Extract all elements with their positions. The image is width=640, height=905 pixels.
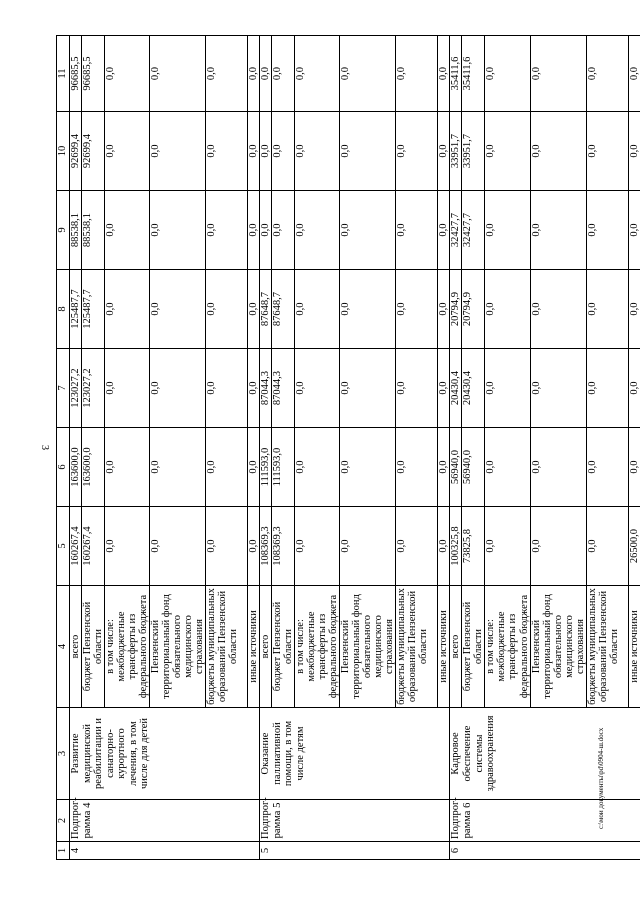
- amount-cell: 33951,7: [450, 112, 462, 191]
- funding-source-label: в том числе: межбюджетные трансферты из федерального бюджета: [105, 586, 150, 708]
- amount-cell: 0,0: [272, 36, 295, 112]
- funding-source-label: бюджеты муниципальных образований Пензенской области: [586, 586, 628, 708]
- amount-cell: 108369,3: [260, 507, 272, 586]
- column-number-5: 5: [57, 507, 70, 586]
- amount-cell: 125487,7: [82, 270, 105, 349]
- funding-source-label: Пензенский территориальный фонд обязательного медицинского страхования: [340, 586, 396, 708]
- amount-cell: 0,0: [628, 428, 640, 507]
- amount-cell: 92699,4: [70, 112, 82, 191]
- amount-cell: 160267,4: [82, 507, 105, 586]
- amount-cell: 32427,7: [462, 191, 485, 270]
- page-number: 3: [39, 445, 50, 450]
- amount-cell: 35411,6: [450, 36, 462, 112]
- amount-cell: 0,0: [530, 36, 586, 112]
- column-number-11: 11: [57, 36, 70, 112]
- amount-cell: 123027,2: [82, 349, 105, 428]
- amount-cell: 0,0: [586, 191, 628, 270]
- amount-cell: 0,0: [206, 191, 248, 270]
- amount-cell: 0,0: [530, 428, 586, 507]
- amount-cell: 33951,7: [462, 112, 485, 191]
- amount-cell: 0,0: [260, 112, 272, 191]
- amount-cell: 73825,8: [462, 507, 485, 586]
- amount-cell: 0,0: [295, 507, 340, 586]
- row-number: 4: [70, 842, 260, 860]
- amount-cell: 0,0: [628, 112, 640, 191]
- amount-cell: 0,0: [340, 428, 396, 507]
- footer-path: c:\мои документы\pd\0904-ш.docx: [597, 727, 605, 829]
- amount-cell: 0,0: [396, 349, 438, 428]
- amount-cell: 0,0: [438, 36, 450, 112]
- table-row: [70, 36, 82, 860]
- amount-cell: 0,0: [150, 36, 206, 112]
- subprogram-name: Подпрог-рамма 6: [450, 800, 640, 842]
- amount-cell: 0,0: [530, 112, 586, 191]
- amount-cell: 0,0: [206, 112, 248, 191]
- amount-cell: 0,0: [206, 428, 248, 507]
- amount-cell: 0,0: [586, 428, 628, 507]
- amount-cell: 87044,3: [272, 349, 295, 428]
- amount-cell: 87648,7: [272, 270, 295, 349]
- subprogram-name: Подпрог-рамма 4: [70, 800, 260, 842]
- funding-source-label: Пензенский территориальный фонд обязательного медицинского страхования: [530, 586, 586, 708]
- amount-cell: 0,0: [105, 349, 150, 428]
- funding-source-label: бюджет Пензенской области: [462, 586, 485, 708]
- column-number-1: 1: [57, 842, 70, 860]
- amount-cell: 0,0: [586, 349, 628, 428]
- amount-cell: 111593,0: [260, 428, 272, 507]
- amount-cell: 0,0: [260, 36, 272, 112]
- funding-source-label: иные источники: [628, 586, 640, 708]
- amount-cell: 0,0: [150, 428, 206, 507]
- funding-source-label: всего: [260, 586, 272, 708]
- funding-source-label: бюджет Пензенской области: [82, 586, 105, 708]
- amount-cell: 0,0: [485, 349, 530, 428]
- amount-cell: 0,0: [586, 112, 628, 191]
- column-number-3: 3: [57, 708, 70, 800]
- amount-cell: 96685,5: [82, 36, 105, 112]
- amount-cell: 0,0: [105, 270, 150, 349]
- amount-cell: 0,0: [248, 112, 260, 191]
- amount-cell: 0,0: [295, 428, 340, 507]
- funding-source-label: Пензенский территориальный фонд обязательного медицинского страхования: [150, 586, 206, 708]
- column-number-6: 6: [57, 428, 70, 507]
- amount-cell: 0,0: [206, 349, 248, 428]
- amount-cell: 0,0: [438, 349, 450, 428]
- subprogram-name: Подпрог-рамма 5: [260, 800, 450, 842]
- subprogram-title: Кадровое обеспечение системы здравоохранения: [450, 708, 640, 800]
- amount-cell: 0,0: [206, 270, 248, 349]
- amount-cell: 20430,4: [462, 349, 485, 428]
- table-row: [450, 36, 462, 860]
- amount-cell: 87648,7: [260, 270, 272, 349]
- amount-cell: 163600,0: [70, 428, 82, 507]
- amount-cell: 0,0: [150, 270, 206, 349]
- amount-cell: 0,0: [206, 507, 248, 586]
- amount-cell: 0,0: [248, 191, 260, 270]
- amount-cell: 0,0: [150, 349, 206, 428]
- table-row: [260, 36, 272, 860]
- amount-cell: 0,0: [438, 270, 450, 349]
- column-number-7: 7: [57, 349, 70, 428]
- amount-cell: 0,0: [340, 191, 396, 270]
- funding-source-label: всего: [70, 586, 82, 708]
- amount-cell: 0,0: [295, 36, 340, 112]
- amount-cell: 0,0: [530, 191, 586, 270]
- amount-cell: 0,0: [260, 191, 272, 270]
- amount-cell: 87044,3: [260, 349, 272, 428]
- column-number-9: 9: [57, 191, 70, 270]
- amount-cell: 160267,4: [70, 507, 82, 586]
- amount-cell: 163600,0: [82, 428, 105, 507]
- amount-cell: 0,0: [206, 36, 248, 112]
- amount-cell: 123027,2: [70, 349, 82, 428]
- column-number-2: 2: [57, 800, 70, 842]
- amount-cell: 0,0: [485, 36, 530, 112]
- amount-cell: 0,0: [485, 507, 530, 586]
- amount-cell: 0,0: [295, 270, 340, 349]
- row-number: 6: [450, 842, 640, 860]
- amount-cell: 0,0: [340, 112, 396, 191]
- amount-cell: 0,0: [485, 270, 530, 349]
- amount-cell: 88538,1: [82, 191, 105, 270]
- amount-cell: 108369,3: [272, 507, 295, 586]
- amount-cell: 0,0: [248, 428, 260, 507]
- column-number-10: 10: [57, 112, 70, 191]
- funding-source-label: бюджеты муниципальных образований Пензенской области: [396, 586, 438, 708]
- amount-cell: 56940,0: [462, 428, 485, 507]
- amount-cell: 35411,6: [462, 36, 485, 112]
- amount-cell: 0,0: [248, 507, 260, 586]
- amount-cell: 20430,4: [450, 349, 462, 428]
- amount-cell: 0,0: [485, 112, 530, 191]
- amount-cell: 0,0: [586, 36, 628, 112]
- amount-cell: 0,0: [150, 112, 206, 191]
- amount-cell: 0,0: [485, 428, 530, 507]
- header-row: [57, 36, 70, 860]
- amount-cell: 0,0: [105, 36, 150, 112]
- amount-cell: 0,0: [530, 270, 586, 349]
- amount-cell: 0,0: [628, 270, 640, 349]
- amount-cell: 0,0: [105, 428, 150, 507]
- amount-cell: 111593,0: [272, 428, 295, 507]
- amount-cell: 92699,4: [82, 112, 105, 191]
- amount-cell: 0,0: [396, 36, 438, 112]
- amount-cell: 0,0: [628, 36, 640, 112]
- column-number-8: 8: [57, 270, 70, 349]
- amount-cell: 0,0: [340, 270, 396, 349]
- amount-cell: 0,0: [150, 507, 206, 586]
- amount-cell: 32427,7: [450, 191, 462, 270]
- amount-cell: 0,0: [340, 349, 396, 428]
- funding-source-label: иные источники: [438, 586, 450, 708]
- amount-cell: 88538,1: [70, 191, 82, 270]
- amount-cell: 0,0: [438, 507, 450, 586]
- amount-cell: 0,0: [396, 270, 438, 349]
- funding-source-label: бюджеты муниципальных образований Пензенской области: [206, 586, 248, 708]
- amount-cell: 56940,0: [450, 428, 462, 507]
- row-number: 5: [260, 842, 450, 860]
- amount-cell: 0,0: [396, 191, 438, 270]
- amount-cell: 0,0: [272, 112, 295, 191]
- amount-cell: 0,0: [105, 507, 150, 586]
- amount-cell: 0,0: [248, 36, 260, 112]
- funding-source-label: бюджет Пензенской области: [272, 586, 295, 708]
- amount-cell: 0,0: [438, 428, 450, 507]
- subprogram-title: Оказание паллиативной помощи, в том числе детям: [260, 708, 450, 800]
- amount-cell: 0,0: [438, 112, 450, 191]
- amount-cell: 0,0: [396, 507, 438, 586]
- amount-cell: 0,0: [628, 349, 640, 428]
- amount-cell: 0,0: [340, 507, 396, 586]
- amount-cell: 0,0: [272, 191, 295, 270]
- amount-cell: 0,0: [248, 270, 260, 349]
- column-number-4: 4: [57, 586, 70, 708]
- funding-source-label: в том числе: межбюджетные трансферты из федерального бюджета: [295, 586, 340, 708]
- amount-cell: 0,0: [396, 112, 438, 191]
- funding-source-label: в том числе: межбюджетные трансферты из федерального бюджета: [485, 586, 530, 708]
- amount-cell: 0,0: [438, 191, 450, 270]
- amount-cell: 26500,0: [628, 507, 640, 586]
- amount-cell: 0,0: [105, 112, 150, 191]
- amount-cell: 0,0: [340, 36, 396, 112]
- subprogram-title: Развитие медицинской реабилитации и санаторно-курортного лечения, в том числе для детей: [70, 708, 260, 800]
- amount-cell: 0,0: [248, 349, 260, 428]
- amount-cell: 0,0: [530, 507, 586, 586]
- amount-cell: 0,0: [105, 191, 150, 270]
- funding-source-label: всего: [450, 586, 462, 708]
- table-body: [70, 36, 640, 860]
- amount-cell: 0,0: [150, 191, 206, 270]
- funding-table: [56, 35, 640, 860]
- amount-cell: 0,0: [628, 191, 640, 270]
- funding-source-label: иные источники: [248, 586, 260, 708]
- amount-cell: 0,0: [396, 428, 438, 507]
- amount-cell: 0,0: [295, 191, 340, 270]
- amount-cell: 0,0: [295, 349, 340, 428]
- amount-cell: 100325,8: [450, 507, 462, 586]
- amount-cell: 0,0: [530, 349, 586, 428]
- amount-cell: 0,0: [586, 507, 628, 586]
- amount-cell: 0,0: [586, 270, 628, 349]
- amount-cell: 125487,7: [70, 270, 82, 349]
- amount-cell: 20794,9: [462, 270, 485, 349]
- amount-cell: 0,0: [485, 191, 530, 270]
- amount-cell: 0,0: [295, 112, 340, 191]
- amount-cell: 20794,9: [450, 270, 462, 349]
- amount-cell: 96685,5: [70, 36, 82, 112]
